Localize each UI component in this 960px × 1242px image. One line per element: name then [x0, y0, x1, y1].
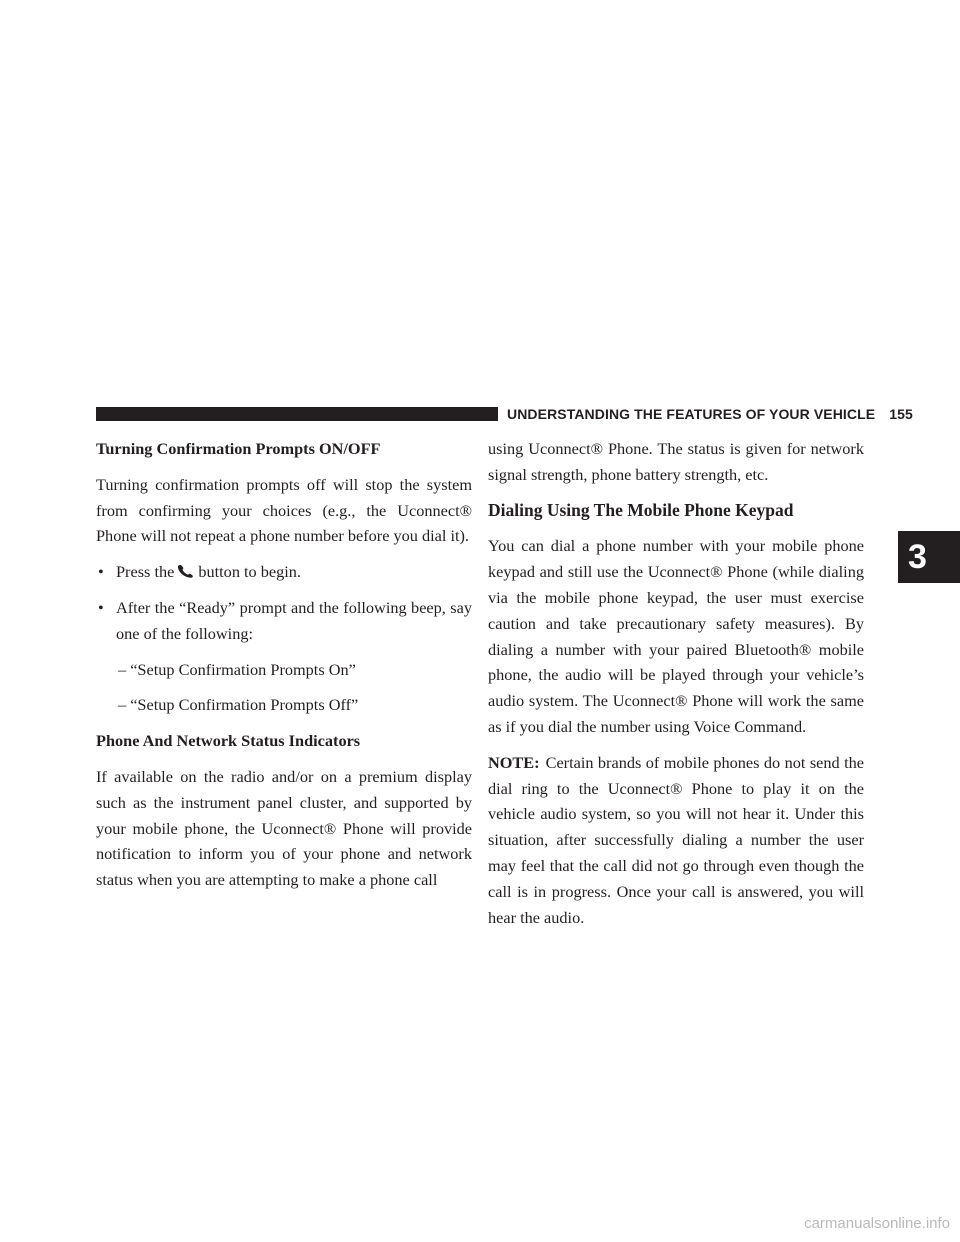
running-header: [507, 404, 913, 424]
header-rule: [96, 407, 498, 421]
section-title: UNDERSTANDING THE FEATURES OF YOUR VEHICLE: [507, 406, 876, 422]
paragraph-dialing-keypad: You can dial a phone number with your mobile phone keypad and still use the Uconnect® Phone (while dialing via the mobile phone keypad, the user must exercise caution and take precautionary safety measures). By dialing a number with your paired Bluetooth® mobile phone, the audio will be played through your vehicle’s audio system. The Uconnect® Phone will work the same as if you dial the number using Voice Command.: [488, 536, 864, 736]
note-paragraph: [488, 750, 864, 931]
paragraph-confirmation-prompts: Turning confirmation prompts off will stop the system from confirming your choices (e.g., the Uconnect® Phone will not repeat a phone number before you dial it).: [96, 474, 472, 546]
bullet-text-after-icon: button to begin.: [198, 562, 301, 582]
bullet-ready-prompt: [96, 595, 472, 647]
paragraph-status-indicators: If available on the radio and/or on a premium display such as the instrument panel cluster, and supported by your mobile phone, the Uconnect® Phone will provide notification to inform you of your phone and network status when you are attempting to make a phone call: [96, 766, 472, 890]
sub-item-prompts-off: – “Setup Confirmation Prompts Off”: [118, 695, 359, 715]
right-column: [488, 436, 864, 940]
heading-dialing-keypad: Dialing Using The Mobile Phone Keypad: [488, 499, 794, 520]
page-number: 155: [889, 406, 913, 422]
bullet-dot: •: [98, 562, 104, 582]
heading-confirmation-prompts: Turning Confirmation Prompts ON/OFF: [96, 439, 381, 458]
bullet-text-before-icon: Press the: [116, 562, 175, 582]
phone-icon: [176, 560, 196, 574]
heading-status-indicators: Phone And Network Status Indicators: [96, 731, 361, 751]
bullet-dot: •: [98, 597, 104, 617]
bullet-press-button: [96, 559, 472, 585]
note-label: NOTE:: [488, 752, 540, 772]
note-text: Certain brands of mobile phones do not send the dial ring to the Uconnect® Phone to play it on the vehicle audio system, so you will not hear it. Under this situation, after successfully dialing a number the user may feel that the call did not go through even though the call is in progress. Once your call is answered, you will hear the audio.: [488, 752, 864, 927]
watermark: carmanualsonline.info: [804, 1215, 950, 1232]
bullet-text: After the “Ready” prompt and the following beep, say one of the following:: [116, 597, 472, 643]
paragraph-status-continued: using Uconnect® Phone. The status is given for network signal strength, phone battery strength, etc.: [488, 439, 864, 484]
chapter-tab: 3: [898, 531, 960, 583]
sub-item-prompts-on: – “Setup Confirmation Prompts On”: [118, 659, 356, 679]
left-column: [96, 436, 472, 903]
